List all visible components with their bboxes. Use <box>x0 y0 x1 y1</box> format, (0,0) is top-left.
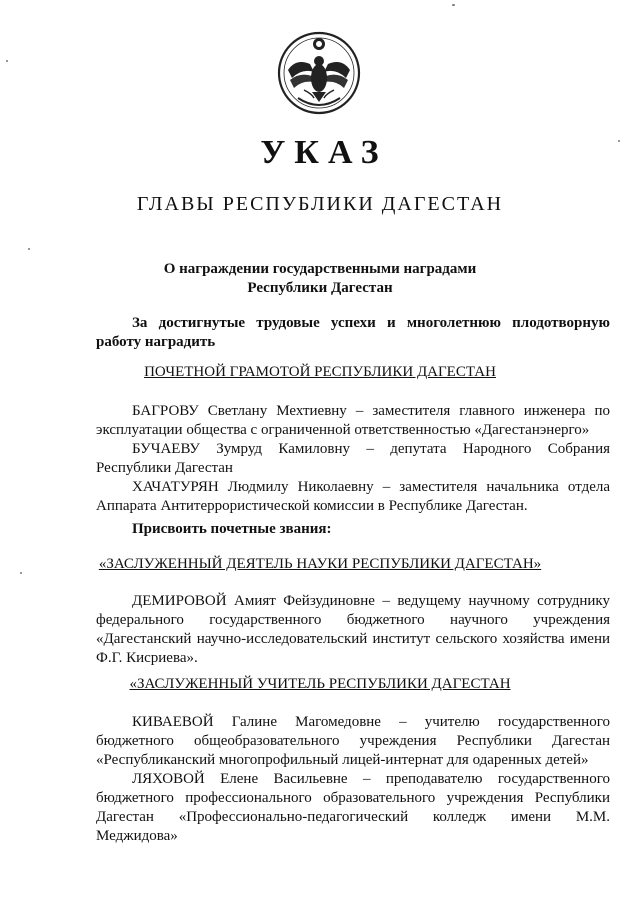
award1-person-2: БУЧАЕВУ Зумруд Камиловну – депутата Народного Собрания Республики Дагестан <box>96 441 610 476</box>
dagestan-coat-of-arms-icon <box>276 28 362 118</box>
subject-line-2: Республики Дагестан <box>247 280 393 296</box>
scan-speck <box>6 60 8 62</box>
award1-person-3: ХАЧАТУРЯН Людмилу Николаевну – заместителя начальника отдела Аппарата Антитеррористической комиссии в Республике Дагестан. <box>96 479 610 514</box>
intro-paragraph: За достигнутые трудовые успехи и многолетнюю плодотворную работу наградить <box>96 315 610 350</box>
scan-speck <box>28 248 30 250</box>
scan-speck <box>452 4 455 6</box>
award-caption-teacher <box>0 676 640 693</box>
award-caption-science <box>0 556 640 573</box>
subject-line-1: О награждении государственными наградами <box>163 261 477 277</box>
decree-title: УКАЗ <box>260 134 388 171</box>
titles-heading: Присвоить почетные звания: <box>132 521 332 537</box>
decree-subtitle: ГЛАВЫ РЕСПУБЛИКИ ДАГЕСТАН <box>136 193 504 215</box>
scan-speck <box>20 572 22 574</box>
award-caption-text: «ЗАСЛУЖЕННЫЙ УЧИТЕЛЬ РЕСПУБЛИКИ ДАГЕСТАН <box>129 676 511 692</box>
award1-person-1: БАГРОВУ Светлану Мехтиевну – заместителя главного инженера по эксплуатации общества с ограниченной ответственностью «Дагестанэнерго» <box>96 403 610 438</box>
scan-speck <box>618 140 620 142</box>
award-caption-text: «ЗАСЛУЖЕННЫЙ ДЕЯТЕЛЬ НАУКИ РЕСПУБЛИКИ ДАГЕСТАН» <box>98 556 542 572</box>
award2-person-1: ДЕМИРОВОЙ Амият Фейзудиновне – ведущему научному сотруднику федерального государственного бюджетного научного учреждения «Дагестанский научно-исследовательский институт сельского хозяйства имени Ф.Г. Кисриева». <box>96 593 610 666</box>
award-caption-text: ПОЧЕТНОЙ ГРАМОТОЙ РЕСПУБЛИКИ ДАГЕСТАН <box>144 364 496 380</box>
award3-person-1: КИВАЕВОЙ Галине Магомедовне – учителю государственного бюджетного общеобразовательного учреждения Республики Дагестан «Республиканский многопрофильный лицей-интернат для одаренных детей» <box>96 714 610 768</box>
award3-person-2: ЛЯХОВОЙ Елене Васильевне – преподавателю государственного бюджетного профессионального образовательного учреждения Республики Дагестан «Профессионально-педагогический колледж имени М.М. Меджидова» <box>96 771 610 844</box>
award-caption-honor-diploma <box>0 364 640 381</box>
